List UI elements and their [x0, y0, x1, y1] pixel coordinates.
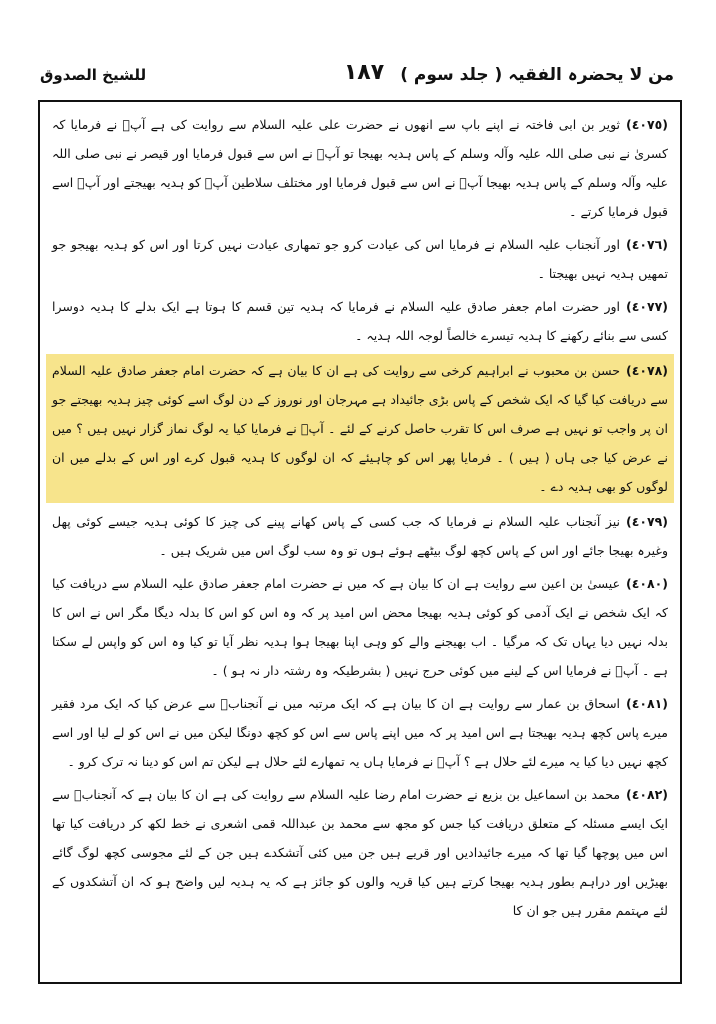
hadith-paragraph	[52, 569, 668, 685]
hadith-text: ثویر بن ابی فاختہ نے اپنے باپ سے انھوں نے حضرت علی علیہ السلام سے روایت کی ہے آپؑ نے فرمایا کہ کسریٰ نے نبی صلی اللہ علیہ وآلہ وسلم کے پاس ہدیہ بھیجا تو آپؑ نے اس سے قبول فرمایا اور قیصر نے نبی صلی اللہ علیہ وآلہ وسلم کے پاس ہدیہ بھیجا آپؑ نے اس سے قبول فرمایا اور مختلف سلاطین آپؑ کو ہدیہ بھیجتے اور آپؑ اسے قبول فرمایا کرتے ۔	[52, 117, 668, 219]
hadith-text: حسن بن محبوب نے ابراہیم کرخی سے روایت کی ہے ان کا بیان ہے کہ حضرت امام جعفر صادق علیہ السلام سے دریافت کیا گیا کہ ایک شخص کے پاس بڑی جائیداد ہے مہرجان اور نوروز کے دن لوگ اسے کوئی چیز ہدیہ بھیجتے جو ان پر واجب تو نہیں ہے صرف اس کا تقرب حاصل کرنے کے لئے ۔ آپؑ نے فرمایا کیا یہ لوگ نماز گزار نہیں ہیں ؟ میں نے عرض کیا جی ہاں ( ہیں ) ۔ فرمایا پھر اس کو چاہیئے کہ ان لوگوں کا ہدیہ قبول کرے اور اس کے بدلے میں ان لوگوں کو بھی ہدیہ دے ۔	[52, 363, 668, 494]
page-content	[52, 110, 668, 929]
hadith-number: (٤٠٧٥)	[626, 117, 668, 132]
hadith-text: اور حضرت امام جعفر صادق علیہ السلام نے فرمایا کہ ہدیہ تین قسم کا ہوتا ہے ایک بدلے کا ہدیہ دوسرا کسی سے بنائے رکھنے کا ہدیہ تیسرے خالصاً لوجہ اللہ ہدیہ ۔	[52, 299, 668, 343]
hadith-text: اسحاق بن عمار سے روایت ہے ان کا بیان ہے کہ ایک مرتبہ میں نے آنجنابؑ سے عرض کیا کہ ایک مرد فقیر میرے پاس کچھ ہدیہ بھیجتا ہے اس امید پر کہ میں اپنے پاس سے اس کو کچھ دونگا لیکن میں نے اس کو لے لیا اور اسے کچھ نہیں دیا کیا یہ میرے لئے حلال ہے ؟ آپؑ نے فرمایا ہاں یہ تمھارے لئے حلال ہے لیکن تم اس کو دینا نہ ترک کرو ۔	[52, 696, 668, 769]
hadith-paragraph	[52, 507, 668, 565]
hadith-number: (٤٠٧٦)	[626, 237, 668, 252]
hadith-paragraph	[52, 780, 668, 925]
hadith-number: (٤٠٨١)	[626, 696, 668, 711]
highlighted-hadith-paragraph	[46, 354, 674, 503]
hadith-text: محمد بن اسماعیل بن بزیع نے حضرت امام رضا علیہ السلام سے روایت کی ہے ان کا بیان ہے کہ آنجنابؑ سے ایک ایسے مسئلہ کے متعلق دریافت کیا جس کو مجھ سے محمد بن عبداللہ قمی اشعری نے خط لکھ کر دریافت کیا تھا اس میں پوچھا گیا تھا کہ میرے جائیدادیں اور قریے ہیں جن میں کئی آتشکدے ہیں جن کے لئے مجوسی کچھ لوگ گائے بھیڑیں اور دراہم بطور ہدیہ بھیجا کرتے ہیں کیا قریہ والوں کو جائز ہے کہ یہ ہدیہ لیں واضح ہو کہ ان آتشکدوں کے لئے مہتمم مقرر ہیں جو ان کا	[52, 787, 668, 918]
hadith-paragraph	[52, 230, 668, 288]
book-title: من لا يحضرہ الفقيہ ( جلد سوم )	[400, 65, 674, 85]
hadith-number: (٤٠٧٩)	[626, 514, 668, 529]
hadith-paragraph	[52, 689, 668, 776]
hadith-number: (٤٠٨٠)	[626, 576, 668, 591]
page-header	[34, 60, 680, 94]
hadith-text: اور آنجناب علیہ السلام نے فرمایا اس کی عیادت کرو جو تمھاری عیادت نہیں کرتا اور اس کو ہدیہ بھیجو جو تمھیں ہدیہ نہیں بھیجتا ۔	[52, 237, 668, 281]
hadith-paragraph	[52, 110, 668, 226]
hadith-text: نیز آنجناب علیہ السلام نے فرمایا کہ جب کسی کے پاس کھانے پینے کی چیز کا کوئی ہدیہ جیسے کوئی پھل وغیرہ بھیجا جائے اور اس کے پاس کچھ لوگ بیٹھے ہوئے ہوں تو وہ سب لوگ اس میں شریک ہیں ۔	[52, 514, 668, 558]
page-number: ١٨٧	[343, 60, 385, 85]
hadith-number: (٤٠٧٨)	[626, 363, 668, 378]
author-name: للشيخ الصدوق	[40, 66, 147, 84]
hadith-text: عیسیٰ بن اعین سے روایت ہے ان کا بیان ہے کہ میں نے حضرت امام جعفر صادق علیہ السلام سے دریافت کیا کہ ایک شخص نے ایک آدمی کو کوئی ہدیہ بھیجا محض اس امید پر کہ وہ اس کو اس کا بدلہ دیگا مگر اس نے اس کا بدلہ نہیں دیا یہاں تک کہ مرگیا ۔ اب بھیجنے والے کو وہی اپنا بھیجا ہوا ہدیہ نظر آیا تو کیا وہ اس کو واپس لے سکتا ہے ۔ آپؑ نے فرمایا اس کے لینے میں کوئی حرج نہیں ( بشرطیکہ وہ رشتہ دار نہ ہو ) ۔	[52, 576, 668, 678]
hadith-paragraph	[52, 292, 668, 350]
hadith-number: (٤٠٨٢)	[626, 787, 668, 802]
hadith-number: (٤٠٧٧)	[626, 299, 668, 314]
